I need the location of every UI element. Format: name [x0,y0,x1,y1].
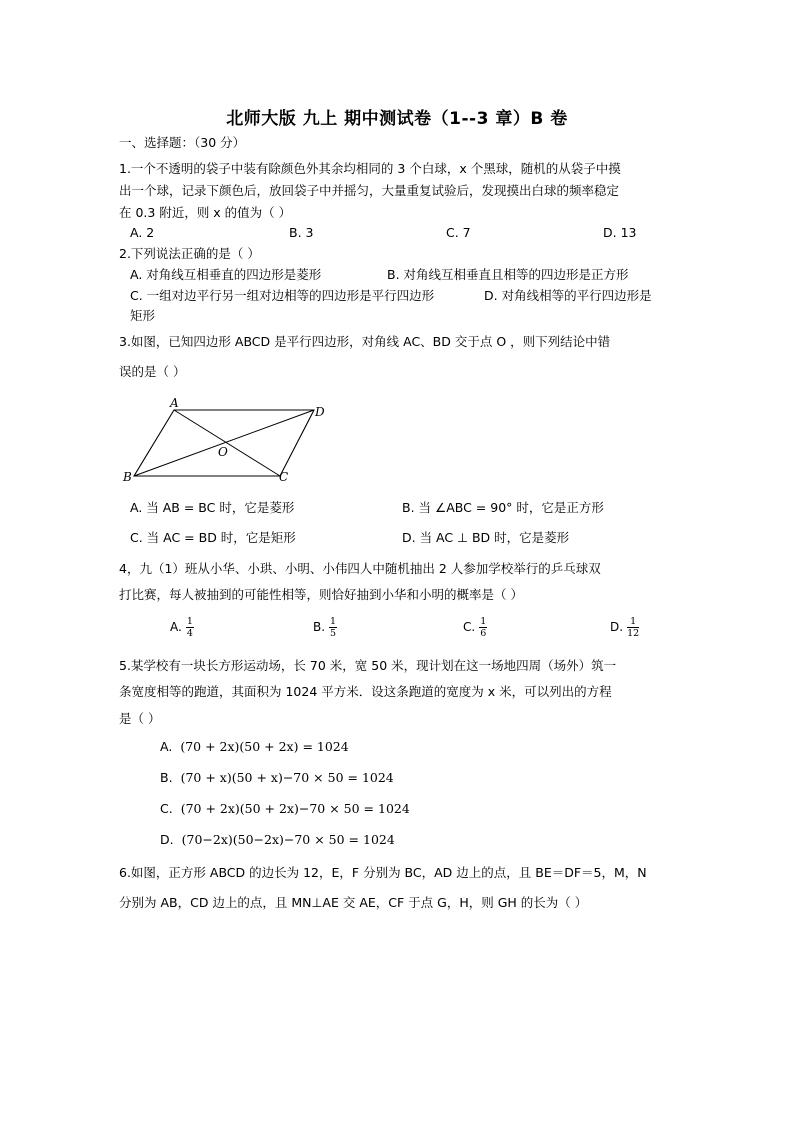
q5-option-d [160,832,395,847]
q5-option-b [160,770,394,785]
q4-option-d-numerator: 1 [627,616,639,628]
q4-option-c [463,616,487,639]
vertex-label-b: B [123,470,132,484]
q3-option-d: D. 当 AC ⊥ BD 时，它是菱形 [402,530,570,545]
q1-line-2: 出一个球，记录下颜色后，放回袋子中并摇匀，大量重复试验后，发现摸出白球的频率稳定 [119,183,620,198]
q4-option-c-label: C. [463,620,476,634]
q5-option-a-equation: (70 + 2x)(50 + 2x) = 1024 [180,739,349,754]
q2-option-b: B. 对角线互相垂直且相等的四边形是正方形 [387,267,629,282]
q3-line-2: 误的是（ ） [119,364,186,379]
q5-option-c-label: C. [160,801,173,816]
q4-line-1: 4，九（1）班从小华、小珙、小明、小伟四人中随机抽出 2 人参加学校举行的乒乓球双 [119,561,601,576]
q5-option-a-label: A. [160,739,173,754]
diagonal-ac [174,410,280,476]
q4-option-c-denominator: 6 [480,628,487,639]
q5-option-d-equation: (70−2x)(50−2x)−70 × 50 = 1024 [181,832,395,847]
q2-option-d-continued: 矩形 [130,308,156,323]
q1-option-b: B. 3 [289,225,314,240]
q4-option-b-label: B. [313,620,326,634]
q4-option-b-numerator: 1 [330,616,337,627]
vertex-label-c: C [279,470,289,484]
q4-option-a-label: A. [170,620,182,634]
q2-option-d: D. 对角线相等的平行四边形是 [484,288,652,303]
q4-option-d-label: D. [610,620,624,634]
q5-option-d-label: D. [160,832,174,847]
q3-option-a: A. 当 AB = BC 时，它是菱形 [130,500,295,515]
vertex-label-a: A [170,396,179,410]
q4-option-a-numerator: 1 [186,616,193,627]
center-label-o: O [218,445,228,459]
q5-line-1: 5.某学校有一块长方形运动场，长 70 米，宽 50 米，现计划在这一场地四周（场外）筑一 [119,658,617,673]
q1-line-3: 在 0.3 附近，则 x 的值为（ ） [119,205,292,220]
q5-option-a [160,739,349,754]
q2-option-c: C. 一组对边平行另一组对边相等的四边形是平行四边形 [130,288,435,303]
q4-option-b [313,616,337,639]
q3-option-c: C. 当 AC = BD 时，它是矩形 [130,530,296,545]
section-heading: 一、选择题：（30 分） [119,135,246,150]
q1-option-c: C. 7 [446,225,471,240]
q2-option-a: A. 对角线互相垂直的四边形是菱形 [130,267,322,282]
q5-line-3: 是（ ） [119,711,161,726]
q4-option-d [610,616,639,639]
exam-title: 北师大版 九上 期中测试卷（1--3 章）B 卷 [226,109,568,129]
q4-option-a-denominator: 4 [186,628,193,639]
q6-line-1: 6.如图，正方形 ABCD 的边长为 12，E，F 分别为 BC，AD 边上的点，且 BE＝DF＝5，M，N [119,865,647,880]
q5-option-b-equation: (70 + x)(50 + x)−70 × 50 = 1024 [180,770,394,785]
diagonal-bd [134,410,314,476]
q4-option-c-numerator: 1 [480,616,487,627]
q4-option-b-denominator: 5 [330,628,337,639]
q5-option-b-label: B. [160,770,173,785]
q3-option-b: B. 当 ∠ABC = 90° 时，它是正方形 [402,500,604,515]
q4-line-2: 打比赛，每人被抽到的可能性相等，则恰好抽到小华和小明的概率是（ ） [119,587,523,602]
q4-option-a [170,616,194,639]
q5-option-c-equation: (70 + 2x)(50 + 2x)−70 × 50 = 1024 [180,801,410,816]
q5-option-c [160,801,410,816]
parallelogram-figure [118,392,338,484]
q5-line-2: 条宽度相等的跑道，其面积为 1024 平方米．设这条跑道的宽度为 x 米，可以列出的方程 [119,684,612,699]
q2-stem: 2.下列说法正确的是（ ） [119,246,260,261]
q1-line-1: 1.一个不透明的袋子中装有除颜色外其余均相同的 3 个白球，x 个黑球，随机的从袋子中摸 [119,161,621,176]
vertex-label-d: D [315,405,325,419]
q1-option-a: A. 2 [130,225,155,240]
q4-option-d-denominator: 12 [627,628,640,639]
q1-option-d: D. 13 [603,225,637,240]
q6-line-2: 分别为 AB，CD 边上的点，且 MN⊥AE 交 AE，CF 于点 G，H，则 GH 的长为（ ） [119,895,588,910]
q3-line-1: 3.如图，已知四边形 ABCD 是平行四边形，对角线 AC、BD 交于点 O ，则下列结论中错 [119,334,611,349]
